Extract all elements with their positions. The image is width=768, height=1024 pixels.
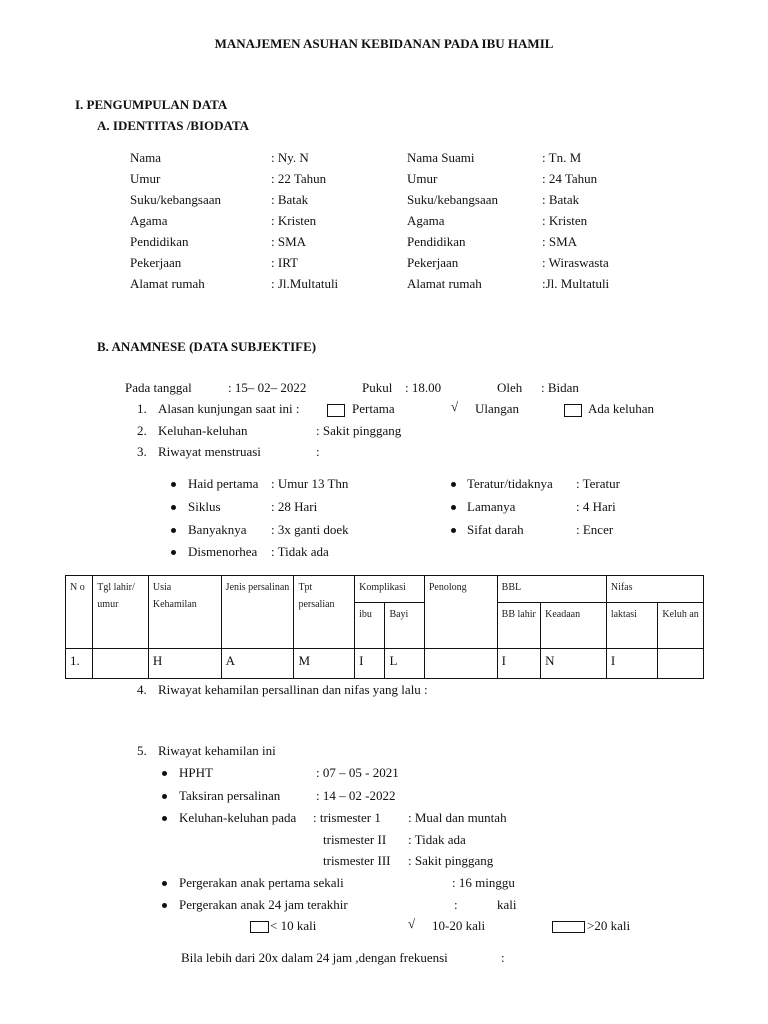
header-ibu: ibu	[355, 603, 385, 649]
table-cell: I	[497, 649, 540, 679]
identity-label: Pendidikan	[130, 234, 189, 249]
bullet-icon	[451, 482, 456, 487]
table-cell	[658, 649, 704, 679]
identity-value: : Kristen	[542, 213, 588, 228]
identity-value: : SMA	[542, 234, 578, 249]
identity-label: Alamat rumah	[130, 276, 205, 291]
item-number: 3.	[137, 444, 147, 459]
bullet-icon	[162, 771, 167, 776]
header-no: N o	[66, 576, 93, 649]
identity-label: Pekerjaan	[130, 255, 182, 270]
bullet-icon	[171, 550, 176, 555]
item-number: 2.	[137, 423, 147, 438]
identity-value: : SMA	[271, 234, 307, 249]
table-cell	[424, 649, 497, 679]
header-bb-lahir: BB lahir	[497, 603, 540, 649]
section-anamnese: B. ANAMNESE (DATA SUBJEKTIFE)	[97, 339, 317, 354]
table-cell: N	[541, 649, 607, 679]
mens-value: : Encer	[576, 522, 614, 537]
bullet-icon	[171, 528, 176, 533]
bullet-icon	[162, 794, 167, 799]
check-mark-icon: √	[451, 399, 459, 414]
identity-value: : Wiraswasta	[542, 255, 609, 270]
bullet-icon	[451, 505, 456, 510]
freq-gt20-label: >20 kali	[587, 918, 631, 933]
bullet-icon	[162, 903, 167, 908]
header-penolong: Penolong	[424, 576, 497, 649]
freq-10-20-label: 10-20 kali	[432, 918, 486, 933]
identity-label: Suku/kebangsaan	[407, 192, 498, 207]
bullet-icon	[162, 881, 167, 886]
bullet-icon	[171, 505, 176, 510]
identity-label: Pekerjaan	[407, 255, 459, 270]
mens-value: : Tidak ada	[271, 544, 329, 559]
checkbox-lt10[interactable]	[250, 921, 269, 933]
date-value: : 15– 02– 2022	[228, 380, 307, 395]
by-label: Oleh	[497, 380, 523, 395]
trimester-3-label: trismester III	[323, 853, 391, 868]
table-cell: H	[148, 649, 221, 679]
first-movement-value: : 16 minggu	[452, 875, 515, 890]
identity-value: : Ny. N	[271, 150, 309, 165]
trimester-3-value: : Sakit pinggang	[408, 853, 494, 868]
frequency-note-label: Bila lebih dari 20x dalam 24 jam ,dengan frekuensi	[181, 950, 448, 965]
page-title: MANAJEMEN ASUHAN KEBIDANAN PADA IBU HAMIL	[214, 36, 554, 51]
first-movement-label: Pergerakan anak pertama sekali	[179, 875, 344, 890]
mens-value: : Teratur	[576, 476, 620, 491]
trimester-1-value: : Mual dan muntah	[408, 810, 507, 825]
time-label: Pukul	[362, 380, 393, 395]
frequency-note-colon: :	[501, 950, 505, 965]
movement-24h-colon: :	[454, 897, 458, 912]
identity-label: Alamat rumah	[407, 276, 482, 291]
menstruation-colon: :	[316, 444, 320, 459]
mens-label: Haid pertama	[188, 476, 259, 491]
mens-label: Teratur/tidaknya	[467, 476, 553, 491]
complaints-value: : Sakit pinggang	[316, 423, 402, 438]
date-label: Pada tanggal	[125, 380, 192, 395]
table-cell	[93, 649, 149, 679]
due-date-label: Taksiran persalinan	[179, 788, 281, 803]
checkbox-ada-keluhan[interactable]	[564, 404, 582, 417]
header-bbl: BBL	[497, 576, 606, 603]
option-ada-keluhan-label: Ada keluhan	[588, 401, 655, 416]
identity-label: Agama	[407, 213, 445, 228]
mens-value: : Umur 13 Thn	[271, 476, 349, 491]
table-cell: 1.	[66, 649, 93, 679]
identity-value: : Jl.Multatuli	[271, 276, 339, 291]
table-cell: I	[606, 649, 658, 679]
trimester-1-label: : trismester 1	[313, 810, 381, 825]
menstruation-label: Riwayat menstruasi	[158, 444, 261, 459]
identity-value: : Kristen	[271, 213, 317, 228]
identity-label: Pendidikan	[407, 234, 466, 249]
table-cell: M	[294, 649, 355, 679]
movement-24h-unit: kali	[497, 897, 517, 912]
by-value: : Bidan	[541, 380, 579, 395]
check-mark-icon: √	[408, 916, 416, 931]
identity-label: Nama	[130, 150, 162, 165]
mens-label: Dismenorhea	[188, 544, 258, 559]
identity-value: : Tn. M	[542, 150, 582, 165]
past-history-label: Riwayat kehamilan persallinan dan nifas yang lalu :	[158, 682, 428, 697]
section-pengumpulan-data: I. PENGUMPULAN DATA	[75, 97, 228, 112]
option-ulangan-label: Ulangan	[475, 401, 520, 416]
header-tgl: Tgl lahir/ umur	[93, 576, 149, 649]
mens-value: : 28 Hari	[271, 499, 318, 514]
mens-label: Lamanya	[467, 499, 516, 514]
freq-lt10-label: < 10 kali	[270, 918, 317, 933]
table-cell: I	[355, 649, 385, 679]
header-bayi: Bayi	[385, 603, 424, 649]
movement-24h-label: Pergerakan anak 24 jam terakhir	[179, 897, 348, 912]
due-date-value: : 14 – 02 -2022	[316, 788, 396, 803]
section-identitas: A. IDENTITAS /BIODATA	[97, 118, 250, 133]
identity-value: : Batak	[271, 192, 309, 207]
hpht-value: : 07 – 05 - 2021	[316, 765, 399, 780]
header-laktasi: laktasi	[606, 603, 658, 649]
item-number: 5.	[137, 743, 147, 758]
table-cell: A	[221, 649, 294, 679]
identity-value: :Jl. Multatuli	[542, 276, 610, 291]
visit-reason-label: Alasan kunjungan saat ini :	[158, 401, 300, 416]
header-keluhan: Keluh an	[658, 603, 704, 649]
identity-value: : Batak	[542, 192, 580, 207]
identity-value: : 22 Tahun	[271, 171, 327, 186]
table-cell: L	[385, 649, 424, 679]
mens-label: Siklus	[188, 499, 221, 514]
mens-value: : 3x ganti doek	[271, 522, 349, 537]
identity-label: Suku/kebangsaan	[130, 192, 221, 207]
bullet-icon	[171, 482, 176, 487]
item-number: 1.	[137, 401, 147, 416]
table-row	[66, 649, 704, 679]
mens-value: : 4 Hari	[576, 499, 616, 514]
mens-label: Sifat darah	[467, 522, 524, 537]
bullet-icon	[451, 528, 456, 533]
header-keadaan: Keadaan	[541, 603, 607, 649]
pregnancy-history-table	[65, 575, 704, 679]
header-jenis: Jenis persalinan	[221, 576, 294, 649]
mens-label: Banyaknya	[188, 522, 247, 537]
identity-value: : 24 Tahun	[542, 171, 598, 186]
checkbox-pertama[interactable]	[327, 404, 345, 417]
header-usia: Usia Kehamilan	[148, 576, 221, 649]
option-pertama-label: Pertama	[352, 401, 395, 416]
header-komplikasi: Komplikasi	[355, 576, 425, 603]
complaints-trimester-label: Keluhan-keluhan pada	[179, 810, 297, 825]
current-pregnancy-label: Riwayat kehamilan ini	[158, 743, 276, 758]
header-tpt: Tpt persalian	[294, 576, 355, 649]
identity-value: : IRT	[271, 255, 299, 270]
bullet-icon	[162, 816, 167, 821]
complaints-label: Keluhan-keluhan	[158, 423, 248, 438]
identity-label: Agama	[130, 213, 168, 228]
item-number: 4.	[137, 682, 147, 697]
checkbox-gt20[interactable]	[552, 921, 585, 933]
hpht-label: HPHT	[179, 765, 213, 780]
trimester-2-label: trismester II	[323, 832, 387, 847]
trimester-2-value: : Tidak ada	[408, 832, 466, 847]
identity-label: Umur	[407, 171, 438, 186]
identity-label: Nama Suami	[407, 150, 475, 165]
time-value: : 18.00	[405, 380, 442, 395]
identity-label: Umur	[130, 171, 161, 186]
header-nifas: Nifas	[606, 576, 703, 603]
